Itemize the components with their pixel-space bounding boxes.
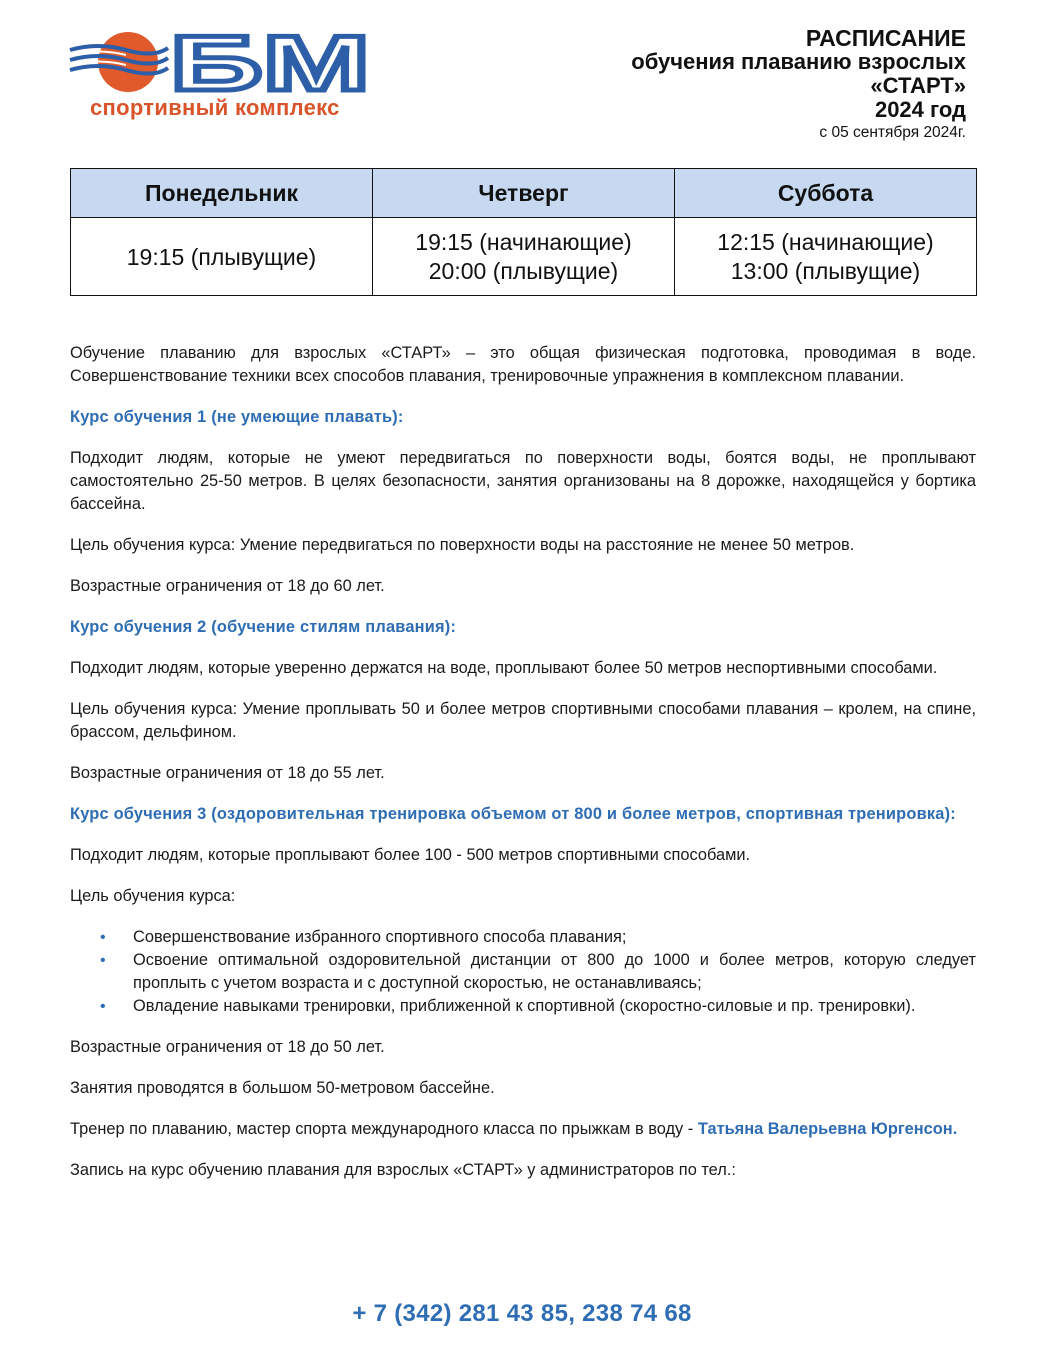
column-header-saturday: Суббота	[675, 169, 977, 218]
trainer-prefix: Тренер по плаванию, мастер спорта международного класса по прыжкам в воду -	[70, 1120, 694, 1138]
logo-emblem	[68, 28, 378, 98]
course-2-description: Подходит людям, которые уверенно держатся на воде, проплывают более 50 метров неспортивными способами.	[70, 659, 938, 677]
table-header-row	[71, 169, 977, 218]
pool-note: Занятия проводятся в большом 50-метровом бассейне.	[70, 1079, 495, 1097]
course-1-description: Подходит людям, которые не умеют передвигаться по поверхности воды, боятся воды, не проплывают самостоятельно 25-50 метров. В целях безопасности, занятия организованы на 8 дорожке, находящейся у бортика бассейна.	[70, 449, 976, 513]
session-time: 19:15 (начинающие)	[415, 229, 632, 255]
list-item-text: Совершенствование избранного спортивного способа плавания;	[133, 928, 627, 946]
cell-monday	[71, 218, 373, 296]
list-item	[70, 949, 976, 995]
course-2-age: Возрастные ограничения от 18 до 55 лет.	[70, 764, 385, 782]
column-header-monday: Понедельник	[71, 169, 373, 218]
session-time: 12:15 (начинающие)	[717, 229, 934, 255]
phone-number[interactable]: + 7 (342) 281 43 85, 238 74 68	[352, 1300, 692, 1327]
document-body	[70, 342, 976, 1200]
course-3-goal-label: Цель обучения курса:	[70, 887, 236, 905]
page-title: РАСПИСАНИЕ	[805, 25, 966, 51]
session-time: 20:00 (плывущие)	[428, 258, 619, 284]
title-line-2: обучения плаванию взрослых	[631, 49, 966, 74]
course-2-heading: Курс обучения 2 (обучение стилям плавания):	[70, 618, 457, 636]
list-item-text: Овладение навыками тренировки, приближенной к спортивной (скоростно-силовые и пр. тренировки).	[133, 997, 916, 1015]
column-header-thursday: Четверг	[373, 169, 675, 218]
document-header	[631, 26, 966, 144]
title-year: 2024 год	[874, 97, 966, 122]
logo-subtitle: спортивный комплекс	[90, 95, 340, 120]
session-time: 13:00 (плывущие)	[730, 258, 921, 284]
logo	[68, 28, 378, 128]
list-item	[70, 926, 976, 949]
list-item-text: Освоение оптимальной оздоровительной дистанции от 800 до 1000 и более метров, которую следует проплыть с учетом возраста и с доступной скоростью, не останавливаясь;	[133, 951, 976, 992]
intro-paragraph: Обучение плаванию для взрослых «СТАРТ» – это общая физическая подготовка, проводимая в воде. Совершенствование техники всех способов плавания, тренировочные упражнения в комплексном плавании.	[70, 344, 976, 385]
trainer-paragraph	[70, 1118, 976, 1141]
course-3-heading: Курс обучения 3 (оздоровительная тренировка объемом от 800 и более метров, спортивная тренировка):	[70, 805, 956, 823]
course-2-goal: Цель обучения курса: Умение проплывать 50 и более метров спортивными способами плавания – кролем, на спине, брассом, дельфином.	[70, 700, 976, 741]
logo-letters: БМ	[170, 28, 370, 98]
table-row	[71, 218, 977, 296]
course-3-description: Подходит людям, которые проплывают более 100 - 500 метров спортивными способами.	[70, 846, 751, 864]
bullet-icon: •	[100, 952, 106, 969]
trainer-name: Татьяна Валерьевна Юргенсон.	[697, 1120, 958, 1138]
bullet-icon: •	[100, 929, 106, 946]
bullet-icon: •	[100, 998, 106, 1015]
cell-thursday	[373, 218, 675, 296]
session-time: 19:15 (плывущие)	[126, 243, 317, 270]
cell-saturday	[675, 218, 977, 296]
schedule-table	[70, 168, 977, 296]
title-line-3: «СТАРТ»	[870, 73, 966, 98]
course-1-heading: Курс обучения 1 (не умеющие плавать):	[70, 408, 404, 426]
course-1-goal: Цель обучения курса: Умение передвигаться по поверхности воды на расстояние не менее 50 метров.	[70, 536, 855, 554]
course-3-goal-list	[70, 926, 976, 1018]
course-3-age: Возрастные ограничения от 18 до 50 лет.	[70, 1038, 385, 1056]
start-date: с 05 сентября 2024г.	[819, 124, 966, 141]
signup-note: Запись на курс обучению плавания для взрослых «СТАРТ» у администраторов по тел.:	[70, 1161, 736, 1179]
course-1-age: Возрастные ограничения от 18 до 60 лет.	[70, 577, 385, 595]
list-item	[70, 995, 976, 1018]
